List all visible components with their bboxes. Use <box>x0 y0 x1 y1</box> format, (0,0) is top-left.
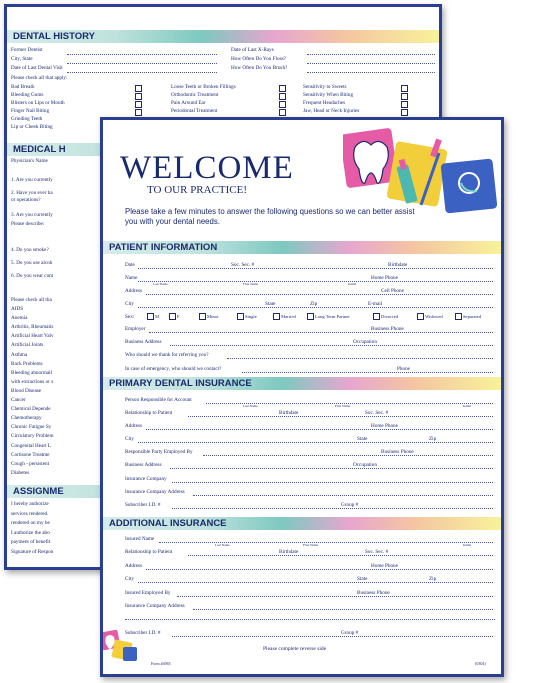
back-question: Please describe: <box>11 221 45 227</box>
additional-insurance-header: ADDITIONAL INSURANCE <box>103 517 501 530</box>
back-condition-checkbox[interactable] <box>401 109 408 116</box>
back-condition-label: Orthodontic Treatment <box>171 92 219 98</box>
additional-field-line[interactable] <box>159 542 493 543</box>
additional-field-label: Subscriber I.D. # <box>125 630 161 636</box>
back-question: or operations? <box>11 197 41 203</box>
patient-field-line[interactable] <box>242 372 493 373</box>
back-conditions-prompt: Please check all tha <box>11 297 52 303</box>
additional-field-line[interactable] <box>193 609 493 610</box>
back-medical-condition: Diabetes <box>11 469 30 476</box>
back-assignment-line: rendered on my be <box>11 520 50 526</box>
back-medical-condition: Asthma <box>11 351 28 358</box>
additional-field-label: Business Phone <box>357 590 390 596</box>
footer-note: Please complete reverse side <box>263 646 327 652</box>
additional-field-label: City <box>125 576 134 582</box>
patient-field-line[interactable] <box>138 268 493 269</box>
patient-field-label: Name <box>125 275 138 281</box>
additional-field-label: Insurance Company Address <box>125 603 185 609</box>
back-question: 6. Do you wear cont <box>11 273 54 279</box>
additional-field-label: Address <box>125 563 143 569</box>
patient-field-label: Business Address <box>125 339 162 345</box>
intro-text: Please take a few minutes to answer the following questions so we can better assist you with your dental needs. <box>125 207 415 226</box>
back-condition-checkbox[interactable] <box>279 109 286 116</box>
resp-last-sublabel: Last Name <box>243 404 258 408</box>
sex-option-checkbox[interactable] <box>455 313 462 320</box>
ins-last-sublabel: Last Name <box>215 543 230 547</box>
back-condition-label: Loose Teeth or Broken Fillings <box>171 84 236 90</box>
dental-history-header: DENTAL HISTORY <box>7 30 439 43</box>
back-check-prompt: Please check all that apply: <box>11 75 68 81</box>
back-condition-label: Grinding Teeth <box>11 116 43 122</box>
insurance-field-label: Zip <box>429 436 437 442</box>
back-condition-checkbox[interactable] <box>279 85 286 92</box>
back-medical-condition: Arthritis, Rheumatis <box>11 324 54 331</box>
insurance-field-label: Occupation <box>353 462 377 468</box>
sex-option-checkbox[interactable] <box>307 313 314 320</box>
sex-option-checkbox[interactable] <box>169 313 176 320</box>
back-condition-label: Lip or Cheek Biting <box>11 124 53 130</box>
dental-icons-illustration <box>343 125 503 220</box>
additional-field-label: Birthdate <box>279 549 299 555</box>
back-condition-label: Finger Nail Biting <box>11 108 50 114</box>
back-condition-label: Sensitivity to Sweets <box>303 84 347 90</box>
back-medical-condition: Anemia <box>11 315 28 322</box>
additional-field-label: Home Phone <box>371 563 398 569</box>
sex-option-label: Divorced <box>381 314 399 319</box>
back-question: 5. Do you use alcoh <box>11 260 53 266</box>
back-condition-label: Frequent Headaches <box>303 100 346 106</box>
back-medical-condition: Circulatory Problem <box>11 433 54 440</box>
additional-field-label: Group # <box>341 630 359 636</box>
insurance-field-line[interactable] <box>146 429 493 430</box>
insurance-field-label: Business Address <box>125 462 162 468</box>
back-question: 3. Are you currently <box>11 212 53 218</box>
patient-field-label: Employer <box>125 326 146 332</box>
back-condition-label: Bad Breath <box>11 84 35 90</box>
insurance-field-label: Responsible Party Employed By <box>125 449 193 455</box>
back-condition-label: Bleeding Gums <box>11 92 44 98</box>
back-medical-condition: Cancer <box>11 397 26 403</box>
back-condition-checkbox[interactable] <box>135 109 142 116</box>
back-condition-checkbox[interactable] <box>135 93 142 100</box>
patient-info-header: PATIENT INFORMATION <box>103 241 501 254</box>
patient-field-line[interactable] <box>146 294 493 295</box>
additional-field-label: Soc. Sec. # <box>365 549 389 555</box>
back-field-line[interactable] <box>67 72 217 73</box>
sex-option-label: M <box>155 314 160 319</box>
back-condition-label: Blisters on Lips or Mouth <box>11 100 65 106</box>
form-code: (0304) <box>475 661 486 666</box>
insurance-field-label: Birthdate <box>279 410 299 416</box>
additional-field-label: Insured Employed By <box>125 590 171 596</box>
ins-initial-sublabel: Initial <box>463 543 472 547</box>
insurance-field-label: Relationship to Patient <box>125 410 173 416</box>
patient-field-line[interactable] <box>149 332 493 333</box>
additional-field-label: State <box>357 576 368 582</box>
front-form-sheet <box>100 117 504 677</box>
back-field-label: Former Dentist <box>11 47 43 53</box>
back-field-label: Date of Last X-Rays <box>231 47 274 53</box>
patient-field-label: Date <box>125 262 135 268</box>
ins-first-sublabel: First Name <box>303 543 319 547</box>
back-medical-condition: Chemical Depende <box>11 406 51 413</box>
back-assignment-line: services rendered. <box>11 510 49 517</box>
insurance-field-line[interactable] <box>203 455 493 456</box>
back-condition-checkbox[interactable] <box>401 85 408 92</box>
back-medical-condition: Artificial Heart Valv <box>11 333 54 340</box>
patient-field-label: Soc. Sec. # <box>231 262 255 268</box>
back-condition-checkbox[interactable] <box>401 93 408 100</box>
back-field-line[interactable] <box>307 54 435 55</box>
sex-option-label: Minor <box>207 314 219 319</box>
patient-field-label: E-mail <box>368 301 383 307</box>
patient-field-label: State <box>265 301 276 307</box>
insurance-field-line[interactable] <box>188 416 493 417</box>
patient-field-line[interactable] <box>138 281 493 282</box>
back-medical-condition: Chronic Fatigue Sy <box>11 424 52 431</box>
patient-field-label: In case of emergency, who should we contact? <box>125 366 222 372</box>
sex-option-label: Widowed <box>425 314 443 319</box>
back-medical-condition: Congenital Heart L <box>11 442 52 449</box>
sex-option-checkbox[interactable] <box>199 313 206 320</box>
resp-initial-sublabel: Initial <box>463 404 472 408</box>
insurance-field-label: Insurance Company <box>125 476 167 482</box>
back-field-label: How Often Do You Floss? <box>231 56 286 62</box>
insurance-field-line[interactable] <box>172 482 493 483</box>
additional-field-line[interactable] <box>177 596 493 597</box>
back-condition-label: Sensitivity When Biting <box>303 92 354 98</box>
insurance-field-label: Address <box>125 423 143 429</box>
patient-field-line[interactable] <box>227 358 493 359</box>
additional-field-line[interactable] <box>188 555 493 556</box>
sex-option-checkbox[interactable] <box>147 313 154 320</box>
back-condition-checkbox[interactable] <box>135 85 142 92</box>
sex-option-checkbox[interactable] <box>237 313 244 320</box>
additional-field-label: Relationship to Patient <box>125 549 173 555</box>
back-medical-condition: with extractions or s <box>11 378 54 385</box>
welcome-subtitle: TO OUR PRACTICE! <box>147 184 248 196</box>
patient-field-label: Phone <box>397 366 410 372</box>
back-medical-condition: Cough - persistent <box>11 460 50 467</box>
patient-field-label: Home Phone <box>371 275 398 281</box>
back-medical-condition: Artificial Joints <box>11 342 44 349</box>
insurance-field-label: State <box>357 436 368 442</box>
back-assignment-line: I authorize the abo <box>11 529 50 536</box>
form-number: Form #4065 <box>151 661 171 666</box>
back-question: 1. Are you currently <box>11 177 53 183</box>
back-assignment-line: Signature of Respon <box>11 548 54 555</box>
patient-field-label: Occupation <box>353 339 377 345</box>
back-field-label: How Often Do You Brush? <box>231 65 288 71</box>
patient-field-label: Who should we thank for referring you? <box>125 352 209 358</box>
sex-option-label: Married <box>281 314 296 319</box>
insurance-field-label: Subscriber I.D. # <box>125 502 161 508</box>
welcome-title: WELCOME <box>120 150 294 186</box>
sex-option-checkbox[interactable] <box>273 313 280 320</box>
back-condition-label: Jaw, Head or Neck Injuries <box>303 108 360 114</box>
sex-option-label: Separated <box>463 314 482 319</box>
additional-field-line[interactable] <box>146 569 493 570</box>
back-assignment-line: I hereby authorize <box>11 501 49 507</box>
insurance-header: PRIMARY DENTAL INSURANCE <box>103 377 501 390</box>
floss-icon <box>441 158 498 213</box>
back-medical-condition: Bleeding abnormall <box>11 369 53 376</box>
patient-field-label: Zip <box>310 301 318 307</box>
back-field-line[interactable] <box>67 63 217 64</box>
back-medical-condition: AIDS <box>11 306 24 312</box>
insurance-field-line[interactable] <box>193 495 493 496</box>
patient-field-label: Address <box>125 288 143 294</box>
insurance-field-label: City <box>125 436 134 442</box>
back-question: 2. Have you ever ha <box>11 190 53 196</box>
patient-field-label: Birthdate <box>388 262 408 268</box>
name-initial-sublabel: Initial <box>348 282 357 286</box>
patient-field-line[interactable] <box>138 307 493 308</box>
insurance-field-line[interactable] <box>138 442 493 443</box>
back-condition-label: Periodontal Treatment <box>171 108 218 114</box>
additional-field-line[interactable] <box>138 582 493 583</box>
back-field-line[interactable] <box>67 54 217 55</box>
insurance-field-label: Soc. Sec. # <box>365 410 389 416</box>
toothbrush-toothpaste-icon <box>386 139 447 208</box>
sex-option-label: F <box>177 314 180 319</box>
patient-field-label: Cell Phone <box>381 288 404 294</box>
back-medical-condition: Blood Disease <box>11 387 42 394</box>
insurance-field-label: Person Responsible for Account <box>125 397 192 403</box>
assignment-header: ASSIGNME <box>7 485 439 498</box>
insurance-field-label: Group # <box>341 502 359 508</box>
resp-first-sublabel: First Name <box>335 404 351 408</box>
patient-field-label: City <box>125 301 134 307</box>
additional-blank-line[interactable] <box>125 619 495 620</box>
sex-label: Sex: <box>125 314 135 320</box>
insurance-field-label: Business Phone <box>381 449 414 455</box>
back-field-label: City, State <box>11 56 33 62</box>
patient-field-label: Business Phone <box>371 326 404 332</box>
medical-history-header: MEDICAL H <box>7 143 439 156</box>
back-physician-label: Physician's Name <box>11 158 48 164</box>
back-condition-checkbox[interactable] <box>279 93 286 100</box>
additional-field-line[interactable] <box>172 636 493 637</box>
back-condition-checkbox[interactable] <box>135 101 142 108</box>
additional-field-label: Zip <box>429 576 437 582</box>
back-medical-condition: Chemotherapy <box>11 415 42 422</box>
name-first-sublabel: First Name <box>243 282 259 286</box>
back-field-line[interactable] <box>307 72 435 73</box>
back-assignment-line: payment of benefit <box>11 539 51 545</box>
back-medical-condition: Cortisone Treatme <box>11 451 50 458</box>
back-condition-checkbox[interactable] <box>279 101 286 108</box>
insurance-field-line[interactable] <box>170 468 493 469</box>
sex-option-checkbox[interactable] <box>417 313 424 320</box>
back-medical-condition: Back Problems <box>11 360 43 367</box>
back-question: 4. Do you smoke? <box>11 247 49 253</box>
patient-field-line[interactable] <box>170 345 493 346</box>
additional-field-label: Insured Name <box>125 536 155 542</box>
sex-option-checkbox[interactable] <box>373 313 380 320</box>
insurance-field-label: Insurance Company Address <box>125 489 185 495</box>
insurance-field-line[interactable] <box>172 508 493 509</box>
back-condition-label: Pain Around Ear <box>171 100 206 106</box>
back-field-label: Date of Last Dental Visit <box>11 65 63 71</box>
sex-option-label: Long Term Partner <box>315 314 350 319</box>
sex-option-label: Single <box>245 314 257 319</box>
back-condition-checkbox[interactable] <box>401 101 408 108</box>
name-last-sublabel: Last Name <box>153 282 168 286</box>
insurance-field-label: Home Phone <box>371 423 398 429</box>
back-field-line[interactable] <box>307 63 435 64</box>
